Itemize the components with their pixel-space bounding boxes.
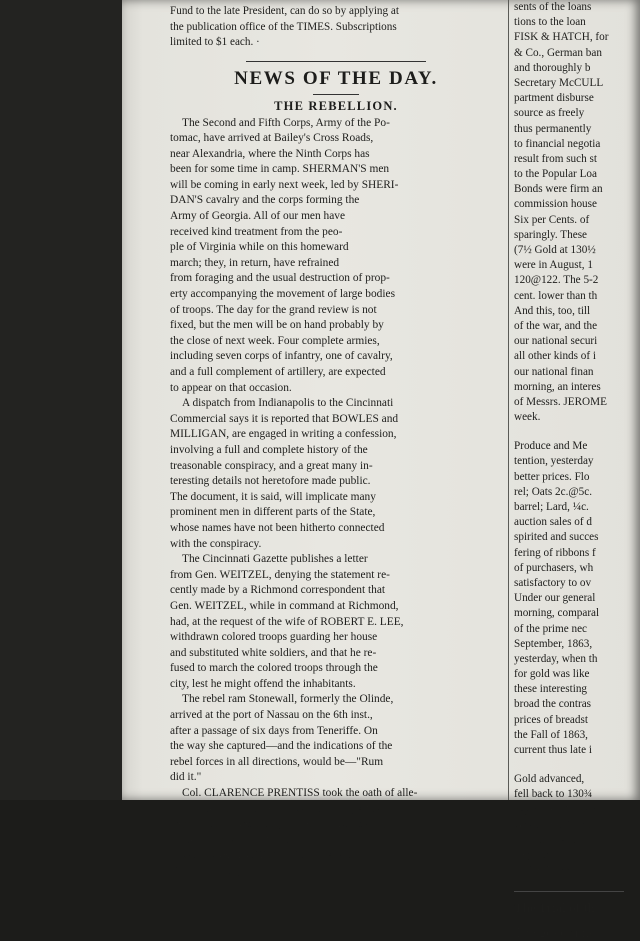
text-line: of the prime nec <box>514 622 587 635</box>
text-line: And this, too, till <box>514 304 591 317</box>
text-line: cently made by a Richmond correspondent that <box>170 584 386 597</box>
right-column <box>514 0 640 941</box>
text-line: very strong. Gold <box>514 849 593 862</box>
text-line: partment disburse <box>514 92 594 105</box>
text-line: Gen. CARRINGTON, late military commandant <box>182 849 404 862</box>
produce-market-article <box>514 439 640 758</box>
text-line: tions to the loan <box>514 16 586 29</box>
article-body <box>170 116 502 880</box>
text-line: march; they, in return, have refrained <box>170 256 340 269</box>
text-line: The Second and Fifth Corps, Army of the Po- <box>182 116 390 129</box>
text-line: fering of ribbons f <box>514 546 596 559</box>
text-line: 120@122. The 5-2 <box>514 274 599 287</box>
text-line: the Fall of 1863, <box>514 728 588 741</box>
text-line: prices of breadst <box>514 713 588 726</box>
text-line: commission house <box>514 198 597 211</box>
text-line: morning, comparal <box>514 607 600 620</box>
text-line: yesterday, when th <box>514 652 598 665</box>
text-line: FISK & HATCH, for <box>514 31 609 44</box>
text-line: our national securi <box>514 335 598 348</box>
text-line: DAN'S cavalry and the corps forming the <box>170 194 360 207</box>
text-line: the publication office of the TIMES. Subscriptions <box>170 20 397 33</box>
text-line: rel; Oats 2c.@5c. <box>514 485 593 498</box>
intro-notice <box>170 4 502 51</box>
text-line: tention, yesterday <box>514 455 594 468</box>
text-line: September, 1863, <box>514 637 593 650</box>
text-line: for gold was like <box>514 668 590 681</box>
text-line: ple of Virginia while on this homeward <box>170 241 349 254</box>
text-line: current thus late i <box>514 744 592 756</box>
paragraph-weitzel-letter <box>170 552 502 692</box>
section-divider <box>246 61 426 62</box>
text-line: fixed, but the men will be on hand probably by <box>170 319 384 332</box>
headline-rule <box>313 94 359 95</box>
text-line: giance to the United States Government, a few <box>170 802 383 815</box>
text-line: erty accompanying the movement of large bodies <box>170 288 395 301</box>
text-line: sents of the loans <box>514 1 592 13</box>
text-line: Government stock <box>514 818 597 831</box>
text-line: in company with his father. <box>170 833 295 846</box>
text-line: satisfactory to ov <box>514 576 592 589</box>
text-line: barrel; Lard, ¼c. <box>514 501 589 513</box>
text-line: Secretary McCULL <box>514 76 604 89</box>
column-rule <box>508 0 509 800</box>
text-line: prominent men in different parts of the State, <box>170 506 376 519</box>
next-article-headline: The Trial of th <box>514 899 595 915</box>
text-line: & Co., German ban <box>514 46 602 59</box>
text-line: auction sales of d <box>514 516 592 529</box>
text-line: our national finan <box>514 365 594 378</box>
text-line: were in August, 1 <box>514 259 593 272</box>
next-article-body <box>514 926 640 941</box>
text-line: arrived at the port of Nassau on the 6th inst., <box>170 709 373 722</box>
text-line: The document, it is said, will implicate many <box>170 490 376 503</box>
text-line: Six per Cents. of <box>514 213 590 226</box>
text-line: result from such st <box>514 152 597 165</box>
text-line: day's mail, 109½@ <box>514 803 601 816</box>
text-line: to the Popular Loa <box>514 168 597 181</box>
text-line: and a full complement of artillery, are expected <box>170 366 386 378</box>
paragraph-carrington <box>170 848 502 879</box>
headline: NEWS OF THE DAY. <box>234 67 438 89</box>
text-line: week. <box>514 411 541 424</box>
text-line: involving a full and complete history of the <box>170 443 368 456</box>
text-line: from Gen. WEITZEL, denying the statement re- <box>170 568 390 581</box>
text-line: Gold advanced, <box>514 773 585 786</box>
main-column <box>170 0 502 877</box>
text-line: The rebel ram Stonewall, formerly the Olinde, <box>182 693 394 706</box>
text-line: treasonable conspiracy, and a great many in- <box>170 459 373 472</box>
text-line: MILLIGAN, are engaged in writing a confession, <box>170 428 397 441</box>
text-line: from foraging and the usual destruction of prop- <box>170 272 390 285</box>
paragraph-corps-arrival <box>170 116 502 397</box>
text-line: to appear on that occasion. <box>170 381 292 394</box>
financial-article-top <box>514 0 640 425</box>
article-divider <box>514 891 624 892</box>
text-line: (7½ Gold at 130½ <box>514 244 596 256</box>
text-line: broad the contras <box>514 698 592 711</box>
text-line: rebel forces in all directions, would be—"Rum <box>170 755 384 768</box>
text-line: Bonds were firm an <box>514 183 603 196</box>
text-line: cent. lower than th <box>514 289 598 302</box>
text-line: morning, an interes <box>514 380 601 393</box>
text-line: been for some time in camp. SHERMAN'S men <box>170 163 390 176</box>
text-line: did it." <box>170 771 202 784</box>
text-line: withdrawn colored troops guarding her house <box>170 631 378 644</box>
paragraph-stonewall-ram <box>170 692 502 786</box>
text-line: The government <box>514 925 607 941</box>
text-line: Under our general <box>514 592 596 605</box>
gold-market-article <box>514 772 640 878</box>
text-line: Fund to the late President, can do so by applying at <box>170 5 399 17</box>
text-line: after a passage of six days from Teneriffe. On <box>170 724 378 737</box>
text-line: teresting details not heretofore made public. <box>170 475 371 488</box>
text-line: and thoroughly b <box>514 61 591 74</box>
text-line: port at 130½. <box>514 864 574 877</box>
text-line: The Cincinnati Gazette publishes a letter <box>182 553 368 566</box>
text-line: spirited and succes <box>514 531 599 544</box>
text-line: fell back to 130¾ <box>514 788 593 801</box>
text-line: of troops. The day for the grand review is not <box>170 303 377 316</box>
spacer <box>514 758 640 772</box>
text-line: the way she captured—and the indications of the <box>170 740 393 753</box>
text-line: days since, in Nashville, and left for Louisville, <box>170 818 387 831</box>
text-line: not active at the S <box>514 833 595 846</box>
spacer <box>514 425 640 439</box>
text-line: with the conspiracy. <box>170 537 262 550</box>
text-line: Commercial says it is reported that BOWLES and <box>170 412 399 425</box>
text-line: to financial negotia <box>514 137 601 150</box>
section-title: THE REBELLION. <box>274 98 398 113</box>
text-line: Army of Georgia. All of our men have <box>170 210 346 223</box>
paragraph-indianapolis-dispatch <box>170 396 502 552</box>
text-line: Col. CLARENCE PRENTISS took the oath of alle- <box>182 787 418 800</box>
text-line: of Messrs. JEROME <box>514 395 607 408</box>
paragraph-prentiss-oath <box>170 786 502 848</box>
text-line: A dispatch from Indianapolis to the Cincinnati <box>182 397 394 410</box>
text-line: all other kinds of i <box>514 350 597 363</box>
text-line: including seven corps of infantry, one of cavalry, <box>170 350 393 363</box>
text-line: source as freely <box>514 107 585 120</box>
text-line: sparingly. These <box>514 228 588 241</box>
text-line: of the war, and the <box>514 319 598 332</box>
text-line: the close of next week. Four complete armies, <box>170 334 380 347</box>
text-line: thus permanently <box>514 122 592 135</box>
text-line: fused to march the colored troops through the <box>170 662 378 675</box>
text-line: tomac, have arrived at Bailey's Cross Roads, <box>170 132 374 145</box>
text-line: Produce and Me <box>514 440 588 453</box>
background-left <box>0 0 122 800</box>
text-line: had, at the request of the wife of ROBERT E. LEE, <box>170 615 404 628</box>
text-line: and substituted white soldiers, and that he re- <box>170 646 377 659</box>
text-line: these interesting <box>514 683 588 696</box>
text-line: of purchasers, wh <box>514 561 594 574</box>
text-line: city, lest he might offend the inhabitants. <box>170 677 356 690</box>
text-line: whose names have not been hitherto connected <box>170 521 385 534</box>
text-line: will be coming in early next week, led by SHERI- <box>170 178 399 191</box>
text-line: received kind treatment from the peo- <box>170 225 343 238</box>
text-line: Gen. WEITZEL, while in command at Richmond, <box>170 599 399 612</box>
text-line: at Indianapolis, ... <box>170 865 252 877</box>
text-line: better prices. Flo <box>514 470 590 483</box>
text-line: near Alexandria, where the Ninth Corps has <box>170 147 370 160</box>
text-line: limited to $1 each. · <box>170 36 260 48</box>
